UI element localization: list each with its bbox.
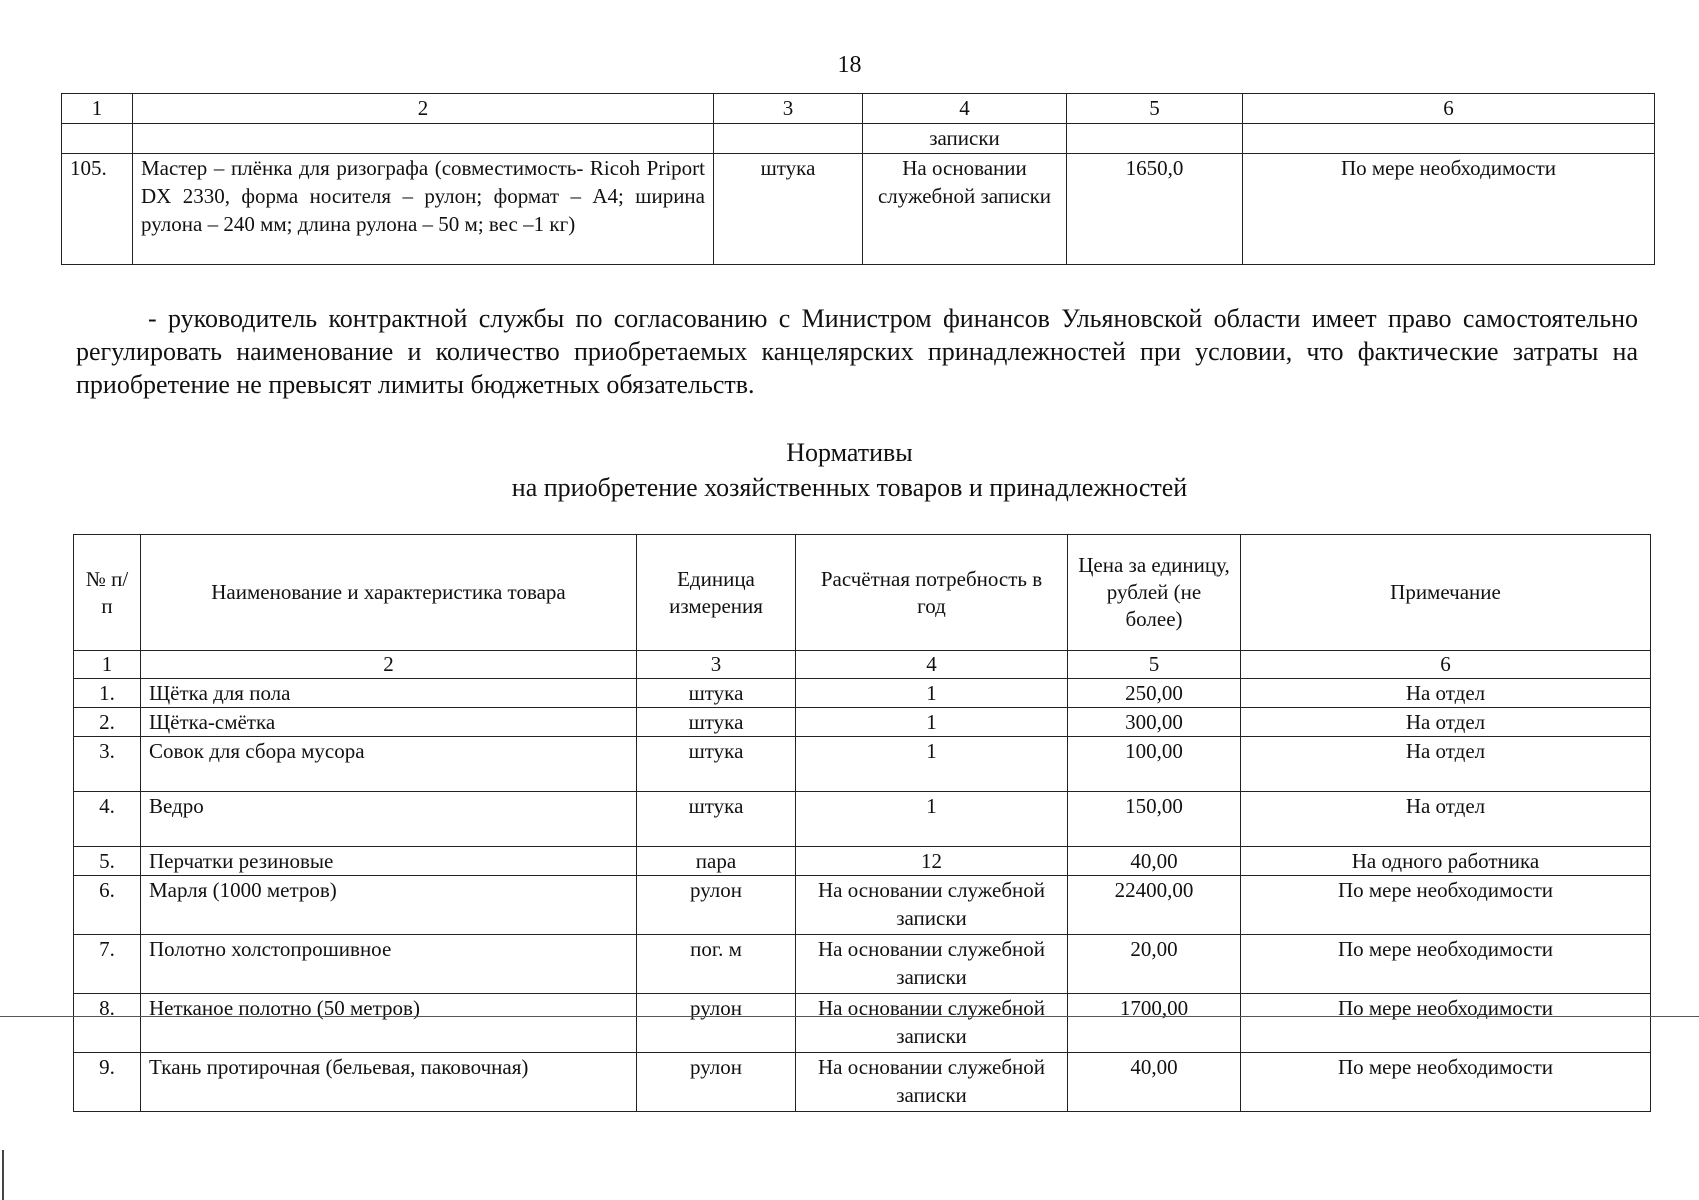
cell-note: По мере необходимости xyxy=(1241,935,1651,994)
cell-name: Марля (1000 метров) xyxy=(141,876,637,935)
column-header: № п/п xyxy=(74,535,141,651)
section-title: Нормативы xyxy=(786,438,913,467)
cell-number: 105. xyxy=(62,154,133,265)
table-row xyxy=(74,876,1651,935)
cell-price: 40,00 xyxy=(1068,1053,1241,1112)
table-row xyxy=(74,792,1651,847)
cell-description: Мастер – плёнка для ризографа (совместимость- Ricoh Priport DX 2330, форма носителя – рулон; формат – А4; ширина рулона – 240 мм; длина рулона – 50 м; вес –1 кг) xyxy=(133,154,714,265)
cell-name: Полотно холстопрошивное xyxy=(141,935,637,994)
col-number: 4 xyxy=(863,94,1067,124)
col-number: 1 xyxy=(62,94,133,124)
cell-number: 2. xyxy=(74,708,141,737)
cell-name: Перчатки резиновые xyxy=(141,847,637,876)
table-row xyxy=(74,708,1651,737)
table-row xyxy=(74,994,1651,1053)
cell-note: По мере необходимости xyxy=(1243,154,1655,265)
household-goods-table xyxy=(73,534,1651,1112)
section-subtitle: на приобретение хозяйственных товаров и принадлежностей xyxy=(511,473,1188,502)
col-number: 2 xyxy=(133,94,714,124)
cell-need: На основании служебной записки xyxy=(796,994,1068,1053)
col-number: 5 xyxy=(1068,651,1241,679)
table-row xyxy=(74,737,1651,792)
cell-price: 40,00 xyxy=(1068,847,1241,876)
cell xyxy=(1243,124,1655,154)
table-row xyxy=(74,1053,1651,1112)
cell xyxy=(1067,124,1243,154)
page-number: 18 xyxy=(837,52,862,78)
cell-unit: пара xyxy=(637,847,796,876)
cell-note: По мере необходимости xyxy=(1241,994,1651,1053)
column-number-row xyxy=(74,651,1651,679)
cell-unit: штука xyxy=(637,737,796,792)
cell-number: 4. xyxy=(74,792,141,847)
table-row xyxy=(74,679,1651,708)
cell-need: 1 xyxy=(796,708,1068,737)
cell-name: Совок для сбора мусора xyxy=(141,737,637,792)
cell-unit: рулон xyxy=(637,1053,796,1112)
cell-unit: рулон xyxy=(637,876,796,935)
cell-price: 20,00 xyxy=(1068,935,1241,994)
cell-need: 1 xyxy=(796,737,1068,792)
cell-note: По мере необходимости xyxy=(1241,1053,1651,1112)
cell-unit: штука xyxy=(714,154,863,265)
table-header-row xyxy=(74,535,1651,651)
cell-note: По мере необходимости xyxy=(1241,876,1651,935)
cell-unit: штука xyxy=(637,792,796,847)
cell-name: Щётка для пола xyxy=(141,679,637,708)
col-number: 2 xyxy=(141,651,637,679)
cell-number: 5. xyxy=(74,847,141,876)
cell-number: 3. xyxy=(74,737,141,792)
col-number: 4 xyxy=(796,651,1068,679)
column-header: Расчётная потребность в год xyxy=(796,535,1068,651)
cell-price: 1700,00 xyxy=(1068,994,1241,1053)
stationery-table-continuation xyxy=(61,93,1655,265)
column-header: Единица измерения xyxy=(637,535,796,651)
column-header: Наименование и характеристика товара xyxy=(141,535,637,651)
cell-number: 6. xyxy=(74,876,141,935)
col-number: 1 xyxy=(74,651,141,679)
cell-number: 7. xyxy=(74,935,141,994)
cell-need: На основании служебной записки xyxy=(863,154,1067,265)
col-number: 5 xyxy=(1067,94,1243,124)
column-number-row xyxy=(62,94,1655,124)
table-row xyxy=(62,154,1655,265)
scan-line-artifact xyxy=(0,1016,1699,1017)
cell-unit: рулон xyxy=(637,994,796,1053)
table-row xyxy=(62,124,1655,154)
cell-unit: штука xyxy=(637,679,796,708)
table-row xyxy=(74,935,1651,994)
cell xyxy=(133,124,714,154)
cell-number: 9. xyxy=(74,1053,141,1112)
cell-number: 8. xyxy=(74,994,141,1053)
cell-need: 12 xyxy=(796,847,1068,876)
cell-need: 1 xyxy=(796,679,1068,708)
cell-note: На одного работника xyxy=(1241,847,1651,876)
cell-note: На отдел xyxy=(1241,708,1651,737)
col-number: 3 xyxy=(714,94,863,124)
paragraph: - руководитель контрактной службы по согласованию с Министром финансов Ульяновской области имеет право самостоятельно регулировать наименование и количество приобретаемых канцелярских принадлежностей при условии, что фактические затраты на приобретение не превысят лимиты бюджетных обязательств. xyxy=(76,304,1638,399)
column-header: Примечание xyxy=(1241,535,1651,651)
cell-price: 300,00 xyxy=(1068,708,1241,737)
cell-price: 150,00 xyxy=(1068,792,1241,847)
cell-price: 250,00 xyxy=(1068,679,1241,708)
cell xyxy=(62,124,133,154)
margin-mark xyxy=(2,1150,4,1200)
cell-note: На отдел xyxy=(1241,792,1651,847)
cell-note: На отдел xyxy=(1241,737,1651,792)
cell-need: На основании служебной записки xyxy=(796,935,1068,994)
col-number: 3 xyxy=(637,651,796,679)
cell-unit: пог. м xyxy=(637,935,796,994)
column-header: Цена за единицу, рублей (не более) xyxy=(1068,535,1241,651)
cell-price: 100,00 xyxy=(1068,737,1241,792)
cell: записки xyxy=(863,124,1067,154)
col-number: 6 xyxy=(1243,94,1655,124)
cell-price: 22400,00 xyxy=(1068,876,1241,935)
cell-price: 1650,0 xyxy=(1067,154,1243,265)
cell-name: Нетканое полотно (50 метров) xyxy=(141,994,637,1053)
cell-name: Щётка-смётка xyxy=(141,708,637,737)
cell-number: 1. xyxy=(74,679,141,708)
cell-need: На основании служебной записки xyxy=(796,1053,1068,1112)
cell xyxy=(714,124,863,154)
cell-need: 1 xyxy=(796,792,1068,847)
col-number: 6 xyxy=(1241,651,1651,679)
cell-name: Ткань протирочная (бельевая, паковочная) xyxy=(141,1053,637,1112)
cell-unit: штука xyxy=(637,708,796,737)
cell-need: На основании служебной записки xyxy=(796,876,1068,935)
cell-note: На отдел xyxy=(1241,679,1651,708)
cell-name: Ведро xyxy=(141,792,637,847)
table-row xyxy=(74,847,1651,876)
